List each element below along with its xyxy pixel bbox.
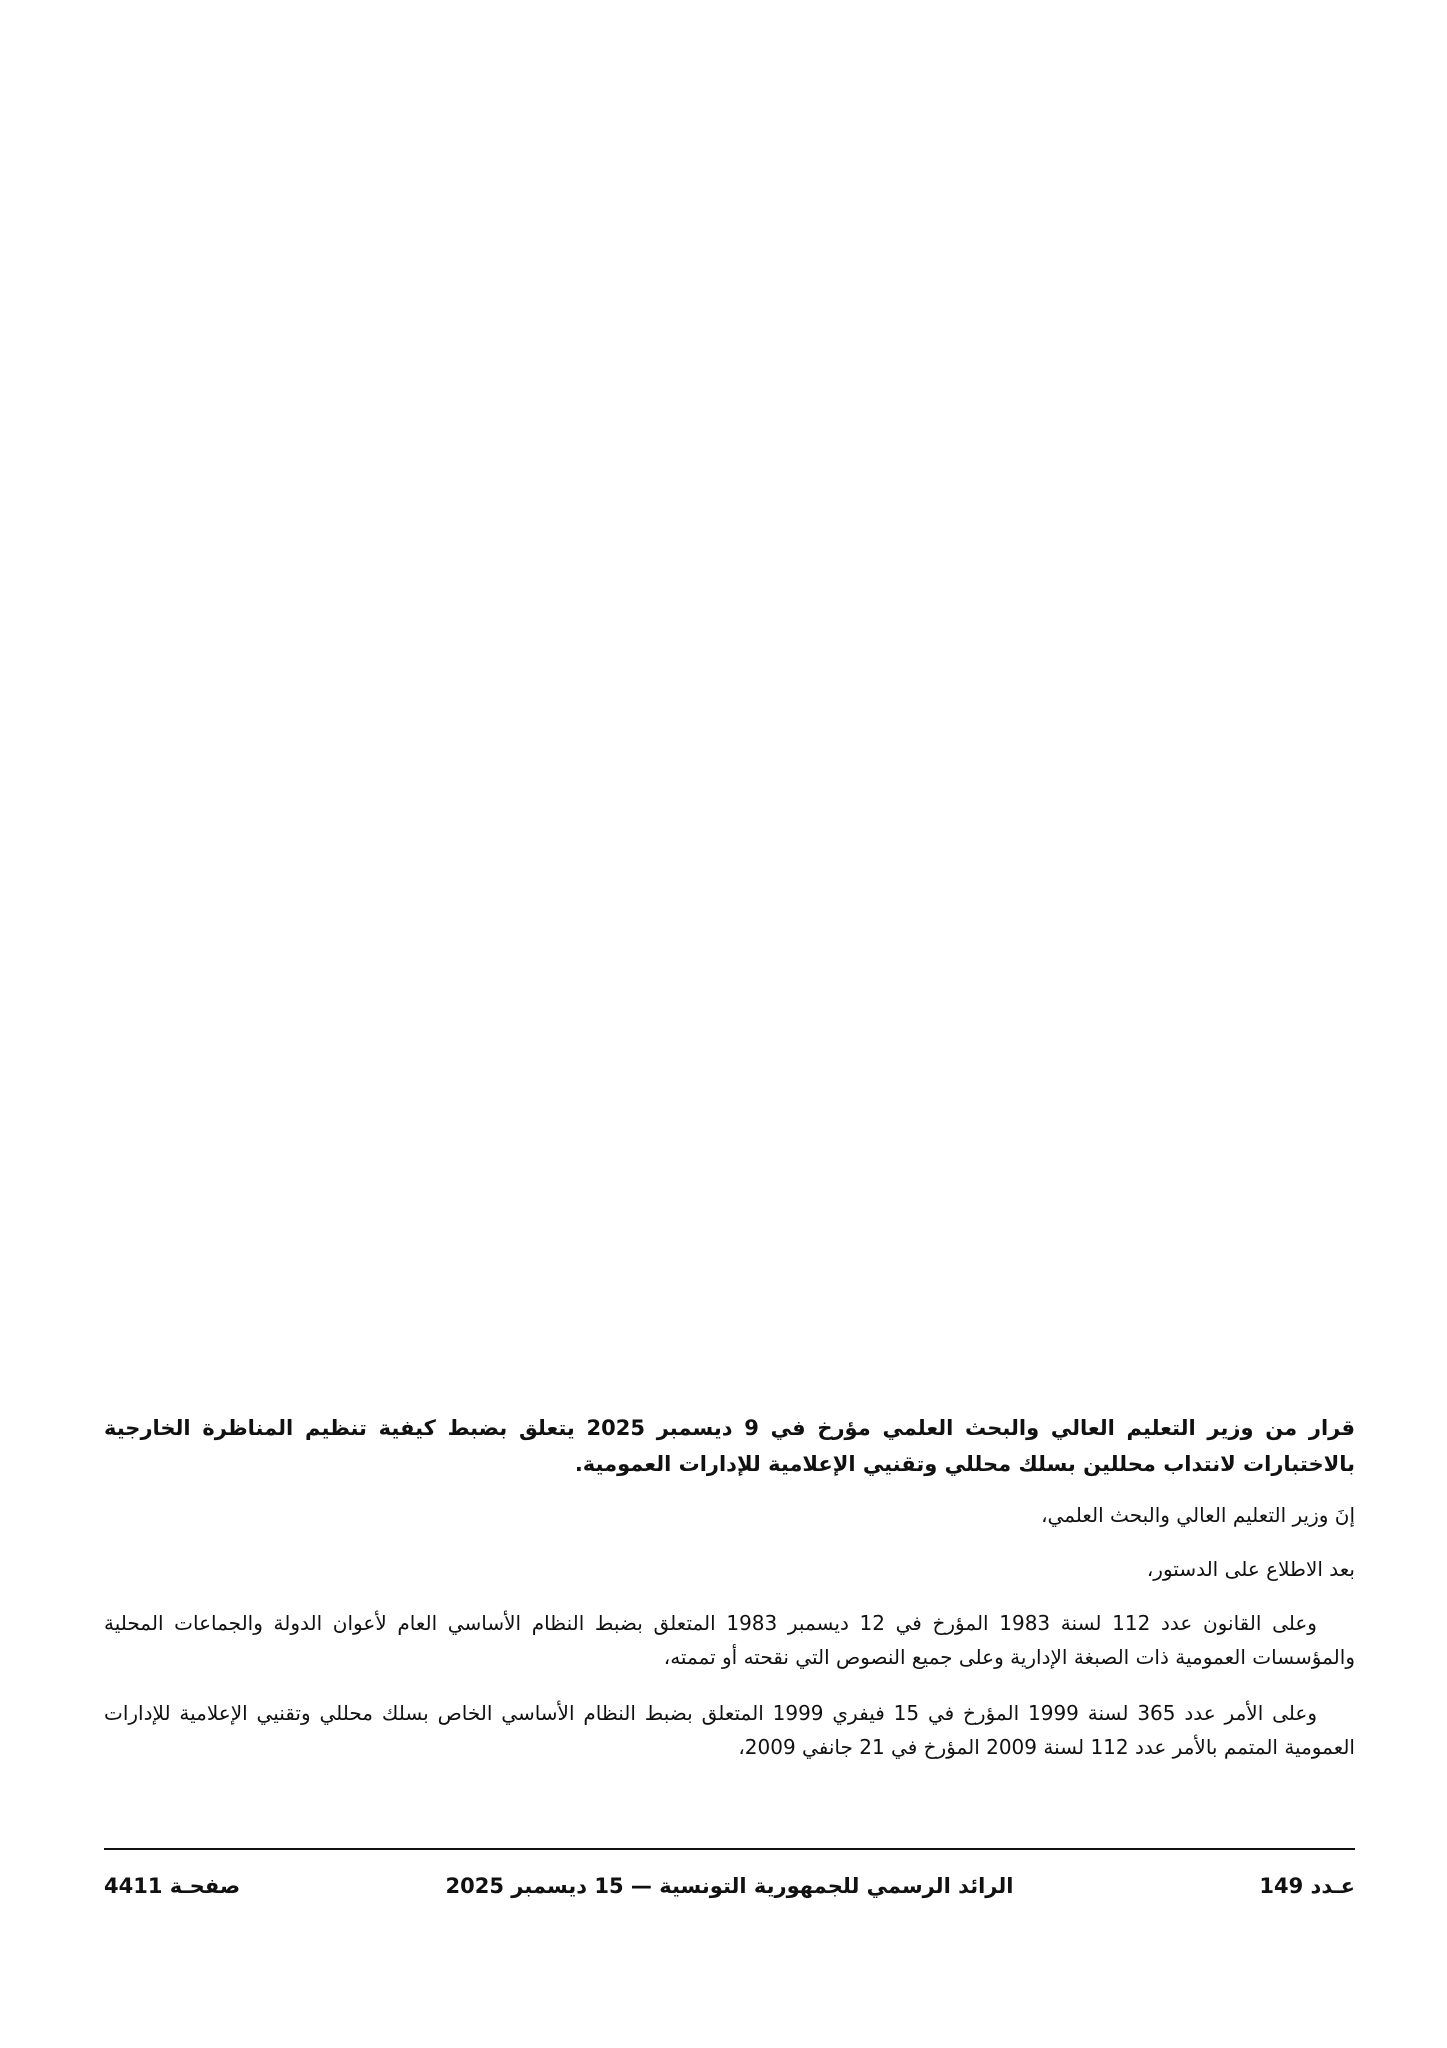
preamble-minister: إنَ وزير التعليم العالي والبحث العلمي، bbox=[1041, 1503, 1355, 1527]
preamble-law-112-1983: وعلى القانون عدد 112 لسنة 1983 المؤرخ في 12 ديسمبر 1983 المتعلق بضبط النظام الأساسي العام لأعوان الدولة والجماعات المحلية والمؤسسات العمومية ذات الصبغة الإدارية وعلى جميع النصوص التي نقحته أو تممته، bbox=[104, 1611, 1355, 1669]
decree-title: قرار من وزير التعليم العالي والبحث العلمي مؤرخ في 9 ديسمبر 2025 يتعلق بضبط كيفية تنظيم المناظرة الخارجية بالاختبارات لانتداب محللين بسلك محللي وتقنيي الإعلامية للإدارات العمومية. bbox=[104, 1416, 1355, 1476]
page-footer bbox=[104, 1868, 1355, 1904]
preamble-decree-365-1999: وعلى الأمر عدد 365 لسنة 1999 المؤرخ في 15 فيفري 1999 المتعلق بضبط النظام الأساسي الخاص بسلك محللي وتقنيي الإعلامية للإدارات العمومية المتمم بالأمر عدد 112 لسنة 2009 المؤرخ في 21 جانفي 2009، bbox=[104, 1701, 1355, 1759]
footer-page-number: صفحـة 4411 bbox=[104, 1874, 241, 1898]
footer-issue-number: عـدد 149 bbox=[1259, 1874, 1355, 1898]
preamble-constitution: بعد الاطلاع على الدستور، bbox=[1146, 1557, 1355, 1581]
footer-divider bbox=[104, 1848, 1355, 1850]
decree-body bbox=[104, 1410, 1355, 1786]
footer-gazette-title-date: الرائد الرسمي للجمهورية التونسية — 15 ديسمبر 2025 bbox=[445, 1874, 1014, 1898]
